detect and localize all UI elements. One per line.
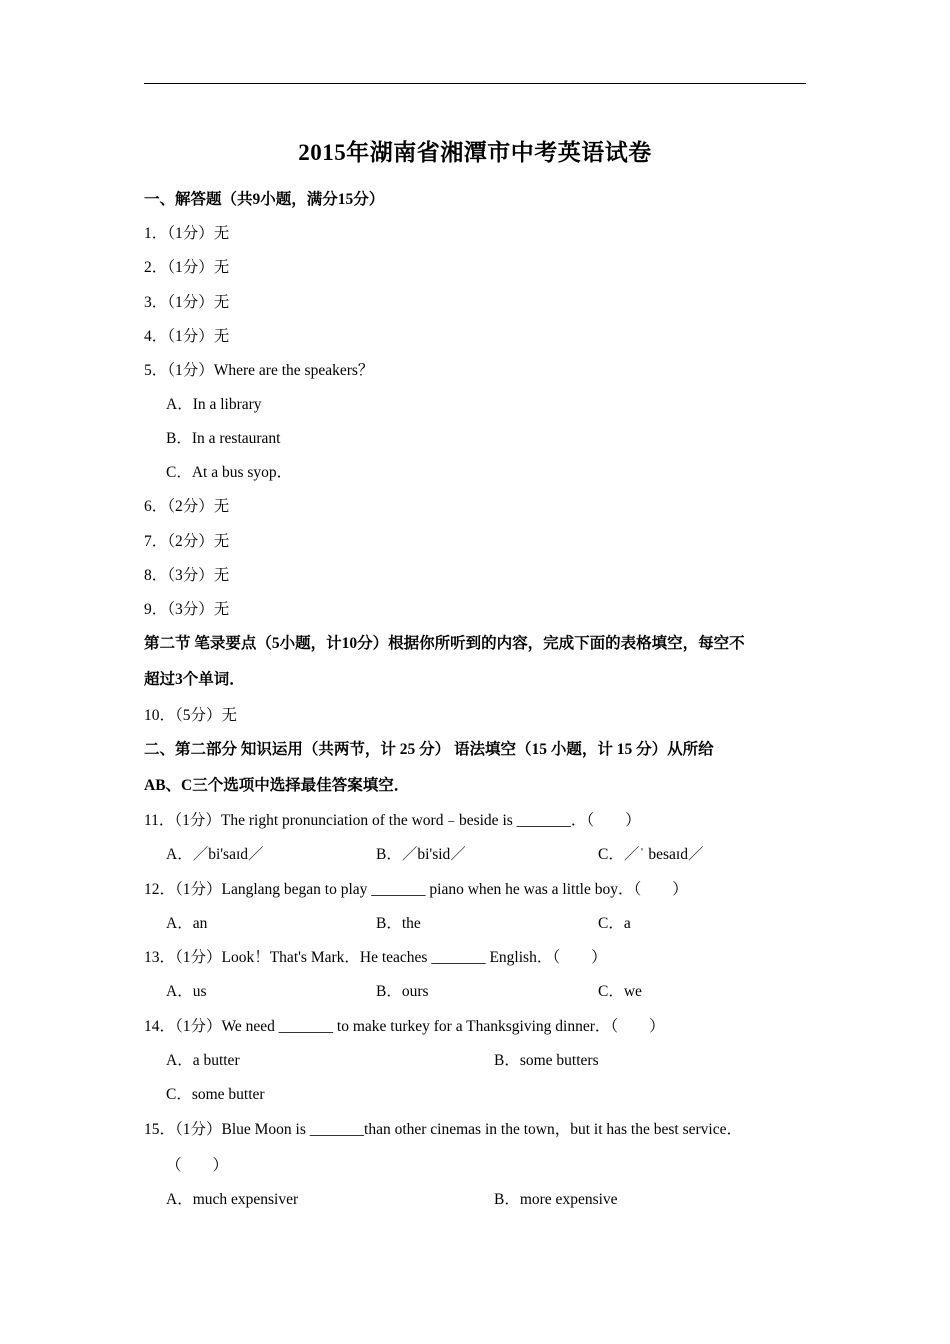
item-10: 10．（5分）无 [144, 707, 238, 724]
q14-option-b: B．some butters [494, 1052, 599, 1069]
q14-stem: 14．（1分）We need _______ to make turkey for a Thanksgiving dinner．（ ） [144, 1018, 665, 1035]
page-title: 2015年湖南省湘潭市中考英语试卷 [298, 140, 652, 165]
q12-option-b: B．the [376, 915, 421, 932]
q12-option-a: A．an [166, 915, 208, 932]
q12-stem: 12．（1分）Langlang began to play _______ piano when he was a little boy．（ ） [144, 881, 688, 898]
item-1: 1．（1分）无 [144, 225, 230, 242]
section1-heading: 一、解答题（共9小题，满分15分） [144, 191, 385, 208]
q5-option-b: B．In a restaurant [166, 430, 281, 447]
q11-stem: 11．（1分）The right pronunciation of the word﹣beside is _______．（ ） [144, 812, 641, 829]
item-9: 9．（3分）无 [144, 601, 230, 618]
q13-stem: 13．（1分）Look！That's Mark．He teaches _______ English．（ ） [144, 949, 607, 966]
q14-option-c: C．some butter [166, 1086, 265, 1103]
item-6: 6．（2分）无 [144, 498, 230, 515]
q13-option-c: C．we [598, 983, 642, 1000]
q15-option-a: A．much expensiver [166, 1191, 299, 1208]
section-note-line1: 第二节 笔录要点（5小题，计10分）根据你所听到的内容，完成下面的表格填空，每空不 [144, 635, 745, 652]
item-2: 2．（1分）无 [144, 259, 230, 276]
q13-option-b: B．ours [376, 983, 429, 1000]
q11-option-a: A．／bi'saɪd／ [166, 846, 264, 863]
part2-heading-line2: AB、C三个选项中选择最佳答案填空． [144, 777, 410, 794]
header-rule [144, 83, 806, 84]
item-4: 4．（1分）无 [144, 328, 230, 345]
q11-option-c: C．／ˈ besaɪd／ [598, 846, 704, 863]
q11-option-b: B．／bi'sid／ [376, 846, 466, 863]
q14-option-a: A．a butter [166, 1052, 240, 1069]
q5-stem: 5．（1分）Where are the speakers？ [144, 362, 374, 379]
q15-stem: 15．（1分）Blue Moon is _______than other cinemas in the town，but it has the best service． [144, 1121, 742, 1138]
item-7: 7．（2分）无 [144, 533, 230, 550]
q15-stem-continued: （ ） [166, 1157, 229, 1174]
q5-option-a: A．In a library [166, 396, 262, 413]
q12-option-c: C．a [598, 915, 631, 932]
section-note-line2: 超过3个单词． [144, 671, 245, 688]
item-8: 8．（3分）无 [144, 567, 230, 584]
q15-option-b: B．more expensive [494, 1191, 618, 1208]
q5-option-c: C．At a bus syop． [166, 464, 293, 481]
q13-option-a: A．us [166, 983, 207, 1000]
part2-heading-line1: 二、第二部分 知识运用（共两节，计 25 分） 语法填空（15 小题，计 15 分）从所给 [144, 741, 714, 758]
item-3: 3．（1分）无 [144, 294, 230, 311]
